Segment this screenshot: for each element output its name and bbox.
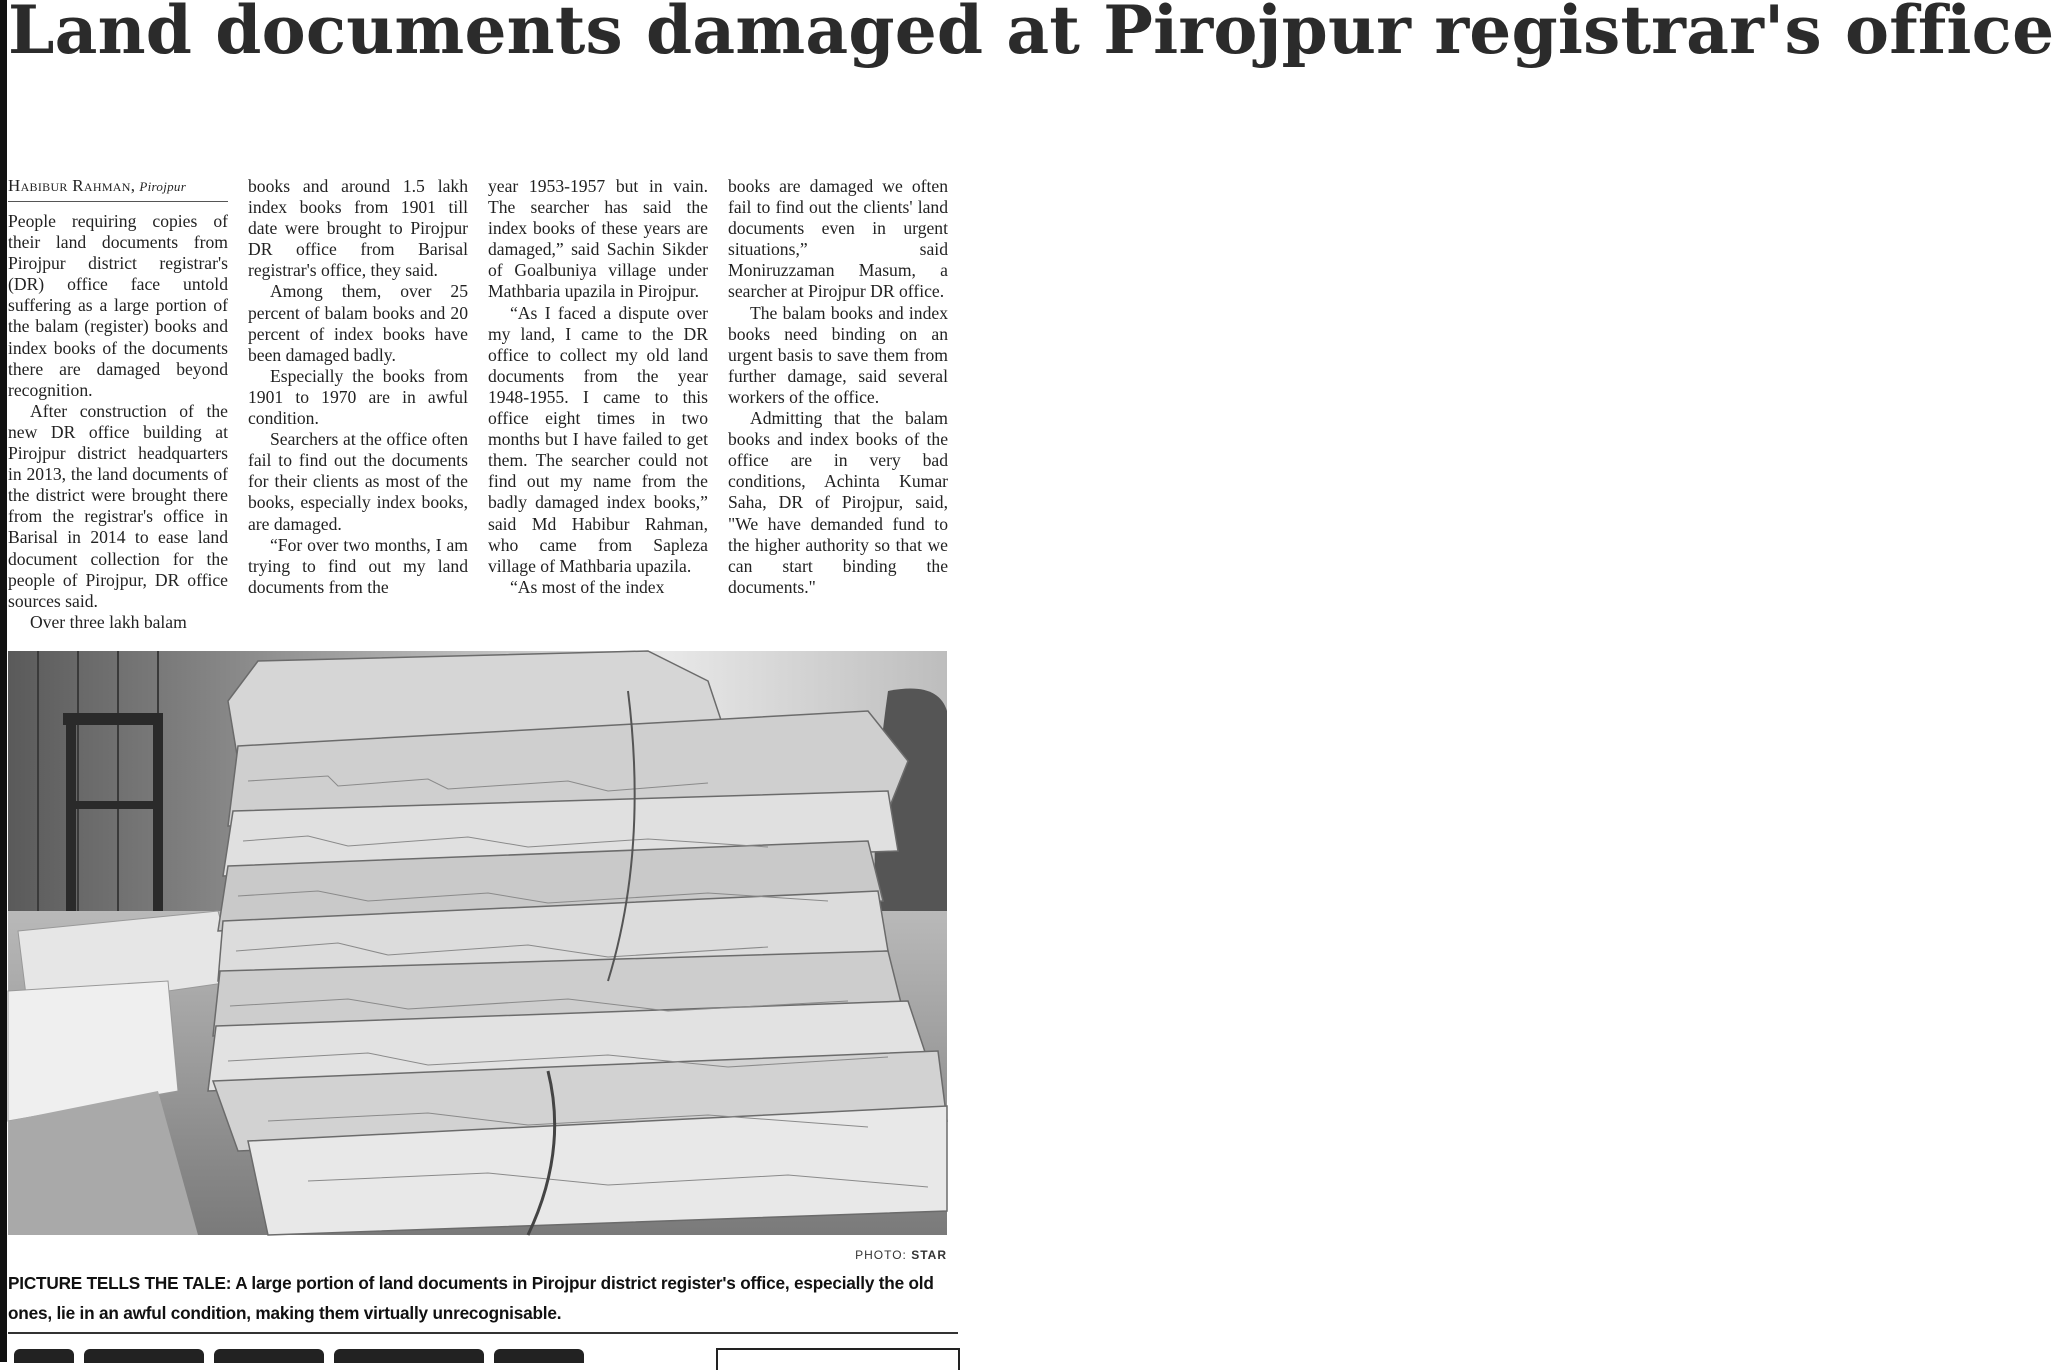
page-edge-bar (0, 0, 7, 1362)
photo-caption: PICTURE TELLS THE TALE: A large portion of land documents in Pirojpur district register's office, especially the old ones, lie in an awful condition, making them virtually unrecognisable. (8, 1273, 934, 1323)
next-article-headline-cropped (14, 1348, 694, 1362)
paragraph: Searchers at the office often fail to find out the documents for their clients as most of the books, especially index books, are damaged. (248, 429, 468, 534)
article-column-4 (728, 176, 948, 598)
article-body (8, 176, 950, 646)
paragraph: People requiring copies of their land documents from Pirojpur district registrar's (DR) office face untold suffering as a large portion of the balam (register) books and index books of the documents there are damaged beyond recognition. (8, 211, 228, 400)
adjacent-box-frame (716, 1348, 960, 1370)
paragraph: “As most of the index (510, 576, 665, 597)
photo-credit-label: PHOTO: (855, 1248, 907, 1262)
paragraph: year 1953-1957 but in vain. The searcher has said the index books of these years are damaged,” said Sachin Sikder of Goalbuniya village under Mathbaria upazila in Pirojpur. (488, 176, 708, 302)
paragraph: Among them, over 25 percent of balam books and 20 percent of index books have been damaged badly. (248, 281, 468, 365)
paragraph: Especially the books from 1901 to 1970 are in awful condition. (248, 365, 468, 429)
paragraph: books and around 1.5 lakh index books from 1901 till date were brought to Pirojpur DR office from Barisal registrar's office, they said. (248, 176, 468, 281)
paragraph: Over three lakh balam (30, 611, 187, 632)
news-photo-damaged-documents (8, 651, 947, 1235)
photo-credit (855, 1248, 947, 1262)
paragraph: books are damaged we often fail to find out the clients' land documents even in urgent situations,” said Moniruzzaman Masum, a searcher at Pirojpur DR office. (728, 176, 948, 302)
photo-credit-source: STAR (911, 1248, 947, 1262)
byline-place: Pirojpur (139, 179, 187, 194)
paragraph: “For over two months, I am trying to find out my land documents from the (248, 534, 468, 597)
byline (8, 176, 228, 202)
article-column-1 (8, 176, 228, 633)
section-divider (8, 1332, 958, 1334)
byline-author: Habibur Rahman, (8, 176, 136, 195)
paragraph: After construction of the new DR office building at Pirojpur district headquarters in 2013, the land documents of the district were brought there from the registrar's office in Barisal in 2014 to ease land document collection for the people of Pirojpur, DR office sources said. (8, 400, 228, 611)
paragraph: Admitting that the balam books and index books of the office are in very bad conditions, Achinta Kumar Saha, DR of Pirojpur, said, "We have demanded fund to the higher authority so that we can start binding the documents." (728, 408, 948, 597)
article-column-3 (488, 176, 708, 598)
paragraph: “As I faced a dispute over my land, I came to the DR office to collect my old land documents from the year 1948-1955. I came to this office eight times in two months but I have failed to get them. The searcher could not find out my name from the badly damaged index books,” said Md Habibur Rahman, who came from Sapleza village of Mathbaria upazila. (488, 302, 708, 576)
headline: Land documents damaged at Pirojpur registrar's office (8, 0, 2054, 69)
photo-illustration (8, 651, 947, 1235)
article-column-2 (248, 176, 468, 598)
paragraph: The balam books and index books need binding on an urgent basis to save them from further damage, said several workers of the office. (728, 302, 948, 407)
